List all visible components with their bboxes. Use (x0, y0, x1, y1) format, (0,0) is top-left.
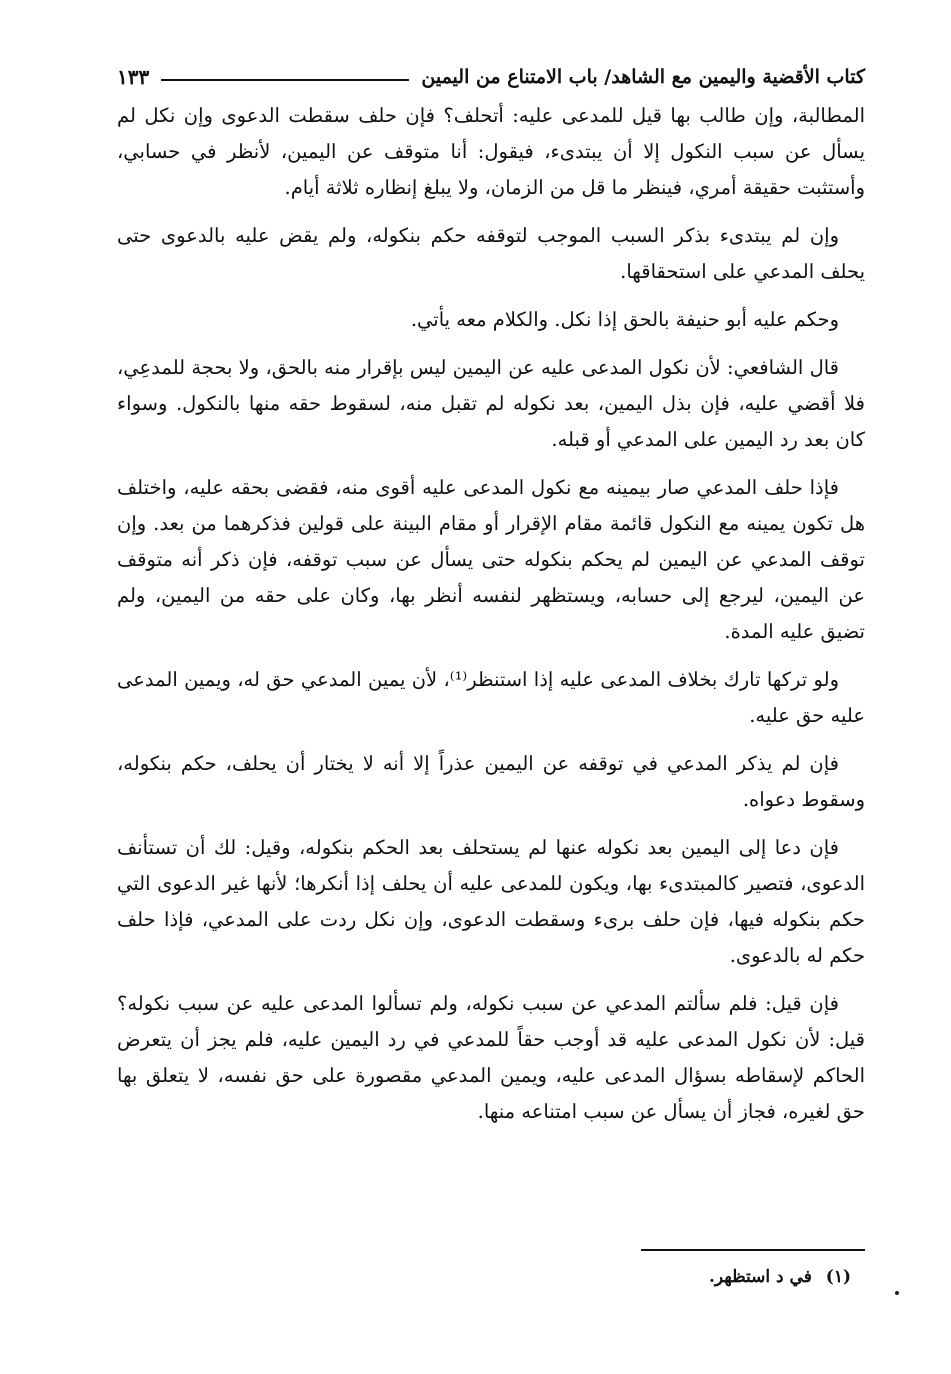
paragraph: ولو تركها تارك بخلاف المدعى عليه إذا استنظر⁽¹⁾، لأن يمين المدعي حق له، ويمين المدعى عليه حق عليه. (117, 668, 865, 727)
header-rule (161, 79, 409, 81)
footnote-marker: (١) (825, 1267, 851, 1287)
paragraph: فإذا حلف المدعي صار بيمينه مع نكول المدعى عليه أقوى منه، فقضى بحقه عليه، واختلف هل تكون يمينه مع النكول قائمة مقام الإقرار أو مقام البينة على قولين فذكرهما من بعد. وإن توقف المدعي عن اليمين لم يحكم بنكوله حتى يسأل عن سبب توقفه، فإن ذكر أنه متوقف عن اليمين، ليرجع إلى حسابه، ويستظهر لنفسه أنظر بها، وكان على حقه من اليمين، ولم تضيق عليه المدة. (117, 476, 865, 643)
footnote-text: في د استظهر. (708, 1267, 812, 1287)
main-text (117, 98, 865, 1142)
paragraph: المطالبة، وإن طالب بها قيل للمدعى عليه: أتحلف؟ فإن حلف سقطت الدعوى وإن نكل لم يسأل عن سبب النكول إلا أن يبتدىء، فيقول: أنا متوقف عن اليمين، لأنظر في حسابي، وأستثبت حقيقة أمري، فينظر ما قل من الزمان، ولا يبلغ إنظاره ثلاثة أيام. (117, 104, 865, 199)
footnote (151, 1262, 851, 1292)
scan-speck (895, 1291, 899, 1295)
page-number: ١٣٣ (117, 65, 150, 89)
paragraph: فإن لم يذكر المدعي في توقفه عن اليمين عذراً إلا أنه لا يختار أن يحلف، حكم بنكوله، وسقوط دعواه. (117, 752, 865, 811)
chapter-title: كتاب الأقضية واليمين مع الشاهد/ باب الامتناع من اليمين (421, 66, 865, 88)
paragraph: قال الشافعي: لأن نكول المدعى عليه عن اليمين ليس بإقرار منه بالحق، ولا بحجة للمدعِي، فلا أقضي عليه، فإن بذل اليمين، بعد نكوله لم تقبل منه، لسقوط حقه منها بالنكول. وسواء كان بعد رد اليمين على المدعي أو قبله. (117, 356, 865, 451)
paragraph: فإن دعا إلى اليمين بعد نكوله عنها لم يستحلف بعد الحكم بنكوله، وقيل: لك أن تستأنف الدعوى، فتصير كالمبتدىء بها، ويكون للمدعى عليه أن يحلف إذا أنكرها؛ لأنها غير الدعوى التي حكم بنكوله فيها، فإن حلف برىء وسقطت الدعوى، وإن نكل ردت على المدعي، فإذا حلف حكم له بالدعوى. (117, 836, 865, 967)
footnote-separator (641, 1249, 865, 1251)
paragraph: فإن قيل: فلم سألتم المدعي عن سبب نكوله، ولم تسألوا المدعى عليه عن سبب نكوله؟ قيل: لأن نكول المدعى عليه قد أوجب حقاً للمدعي في رد اليمين عليه، فلم يجز أن يتعرض الحاكم لإسقاطه بسؤال المدعى عليه، ويمين المدعي مقصورة على حق نفسه، لا يتعلق بها حق لغيره، فجاز أن يسأل عن سبب امتناعه منها. (117, 992, 865, 1123)
paragraph: وحكم عليه أبو حنيفة بالحق إذا نكل. والكلام معه يأتي. (410, 308, 839, 331)
paragraph: وإن لم يبتدىء بذكر السبب الموجب لتوقفه حكم بنكوله، ولم يقض عليه بالدعوى حتى يحلف المدعي على استحقاقها. (117, 224, 865, 283)
running-header (117, 60, 865, 94)
